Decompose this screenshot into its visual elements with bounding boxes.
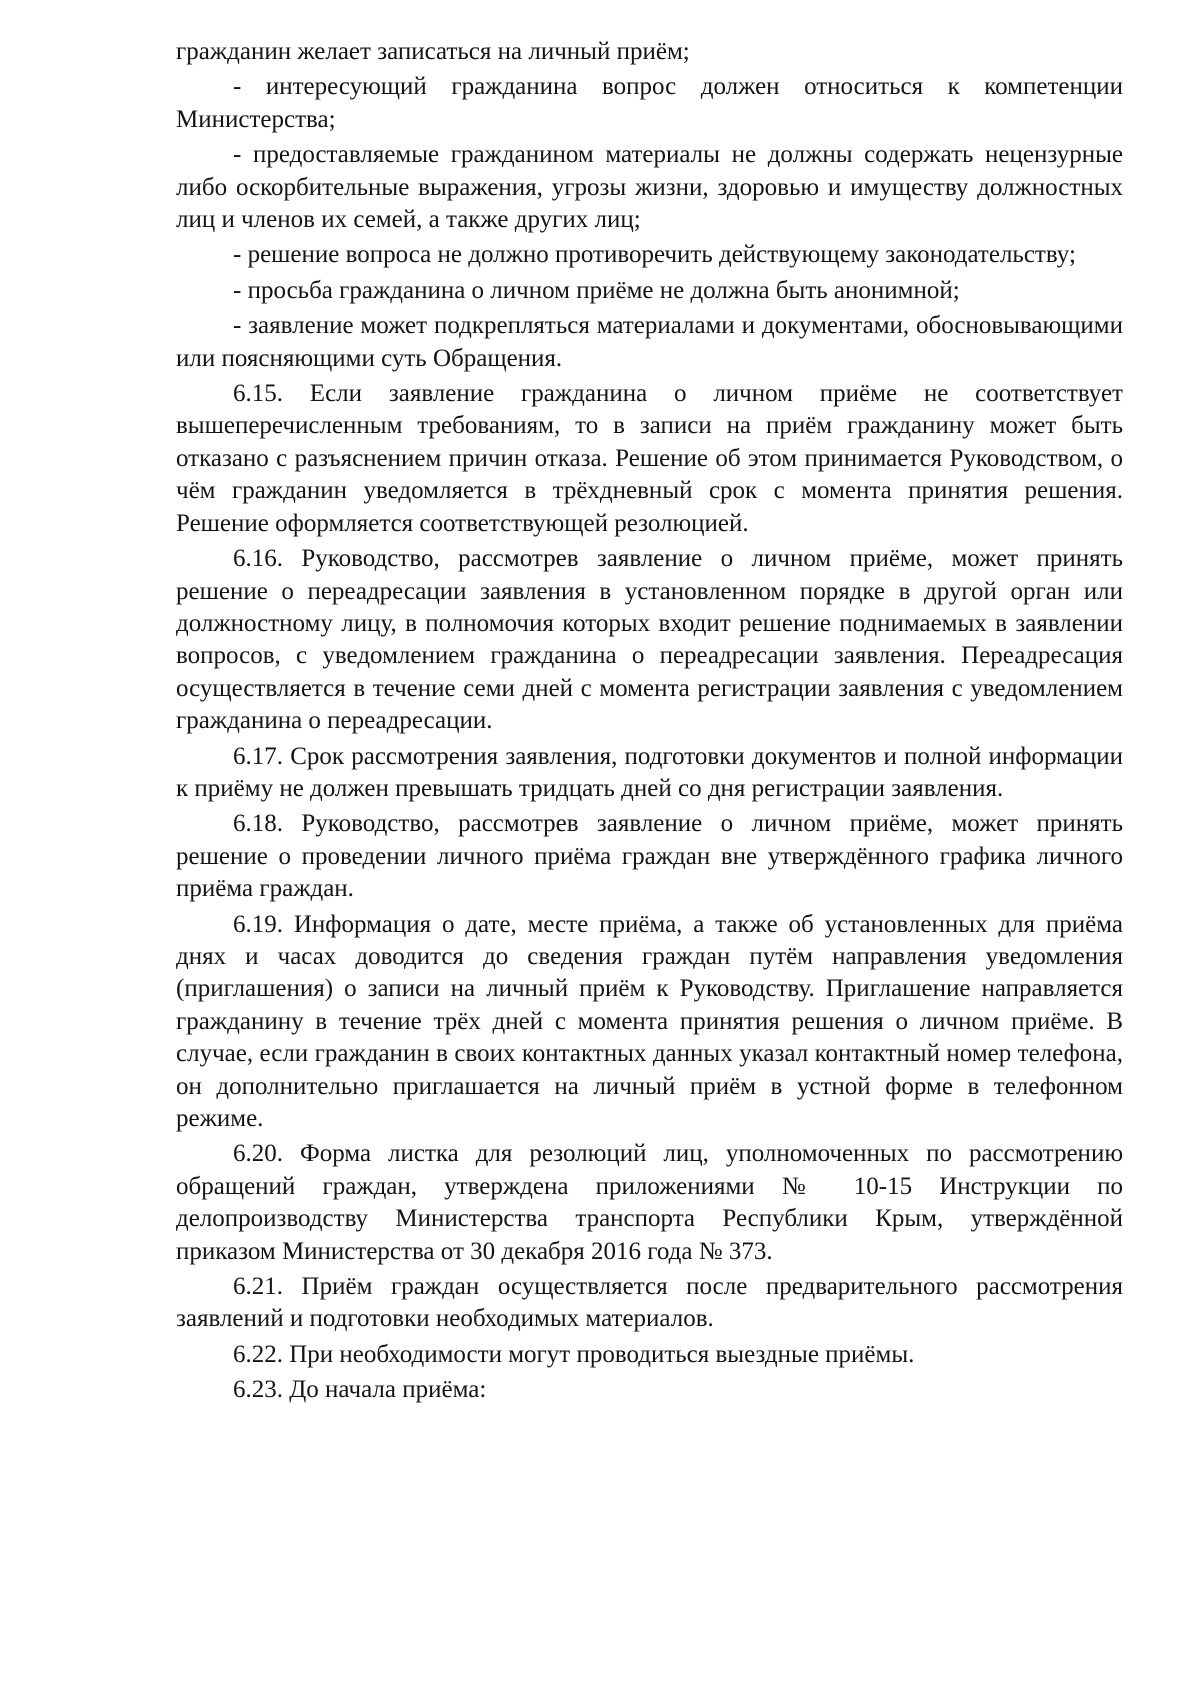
paragraph-continuation: гражданин желает записаться на личный приём;	[176, 38, 690, 65]
list-item-documents: - заявление может подкрепляться материалами и документами, обосновывающими или поясняющими суть Обращения.	[176, 312, 1123, 372]
clause-6-15: 6.15. Если заявление гражданина о личном приёме не соответствует вышеперечисленным требованиям, то в записи на приём гражданину может быть отказано с разъяснением причин отказа. Решение об этом принимается Руководством, о чём гражданин уведомляется в трёхдневный срок с момента принятия решения. Решение оформляется соответствующей резолюцией.	[176, 380, 1123, 537]
list-item-competence: - интересующий гражданина вопрос должен относиться к компетенции Министерства;	[176, 73, 1123, 133]
clause-6-23: 6.23. До начала приёма:	[233, 1376, 487, 1404]
list-item-legislation: - решение вопроса не должно противоречить действующему законодательству;	[233, 241, 1076, 269]
clause-6-17: 6.17. Срок рассмотрения заявления, подготовки документов и полной информации к приёму не должен превышать тридцать дней со дня регистрации заявления.	[176, 742, 1123, 802]
clause-6-18: 6.18. Руководство, рассмотрев заявление о личном приёме, может принять решение о проведении личного приёма граждан вне утверждённого графика личного приёма граждан.	[176, 810, 1123, 903]
clause-6-19: 6.19. Информация о дате, месте приёма, а также об установленных для приёма днях и часах доводится до сведения граждан путём направления уведомления (приглашения) о записи на личный приём к Руководству. Приглашение направляется гражданину в течение трёх дней с момента принятия решения о личном приёме. В случае, если гражданин в своих контактных данных указал контактный номер телефона, он дополнительно приглашается на личный приём в устной форме в телефонном режиме.	[176, 910, 1123, 1132]
clause-6-16: 6.16. Руководство, рассмотрев заявление о личном приёме, может принять решение о переадресации заявления в установленном порядке в другой орган или должностному лицу, в полномочия которых входит решение поднимаемых в заявлении вопросов, с уведомлением гражданина о переадресации заявления. Переадресация осуществляется в течение семи дней с момента регистрации заявления с уведомлением гражданина о переадресации.	[176, 545, 1123, 735]
clause-6-20: 6.20. Форма листка для резолюций лиц, уполномоченных по рассмотрению обращений граждан, утверждена приложениями № 10-15 Инструкции по делопроизводству Министерства транспорта Республики Крым, утверждённой приказом Министерства от 30 декабря 2016 года № 373.	[176, 1140, 1123, 1265]
clause-6-21: 6.21. Приём граждан осуществляется после предварительного рассмотрения заявлений и подготовки необходимых материалов.	[176, 1273, 1123, 1333]
list-item-anonymous: - просьба гражданина о личном приёме не должна быть анонимной;	[233, 276, 960, 304]
list-item-materials: - предоставляемые гражданином материалы не должны содержать нецензурные либо оскорбительные выражения, угрозы жизни, здоровью и имуществу должностных лиц и членов их семей, а также других лиц;	[176, 141, 1123, 234]
clause-6-22: 6.22. При необходимости могут проводиться выездные приёмы.	[233, 1340, 915, 1368]
